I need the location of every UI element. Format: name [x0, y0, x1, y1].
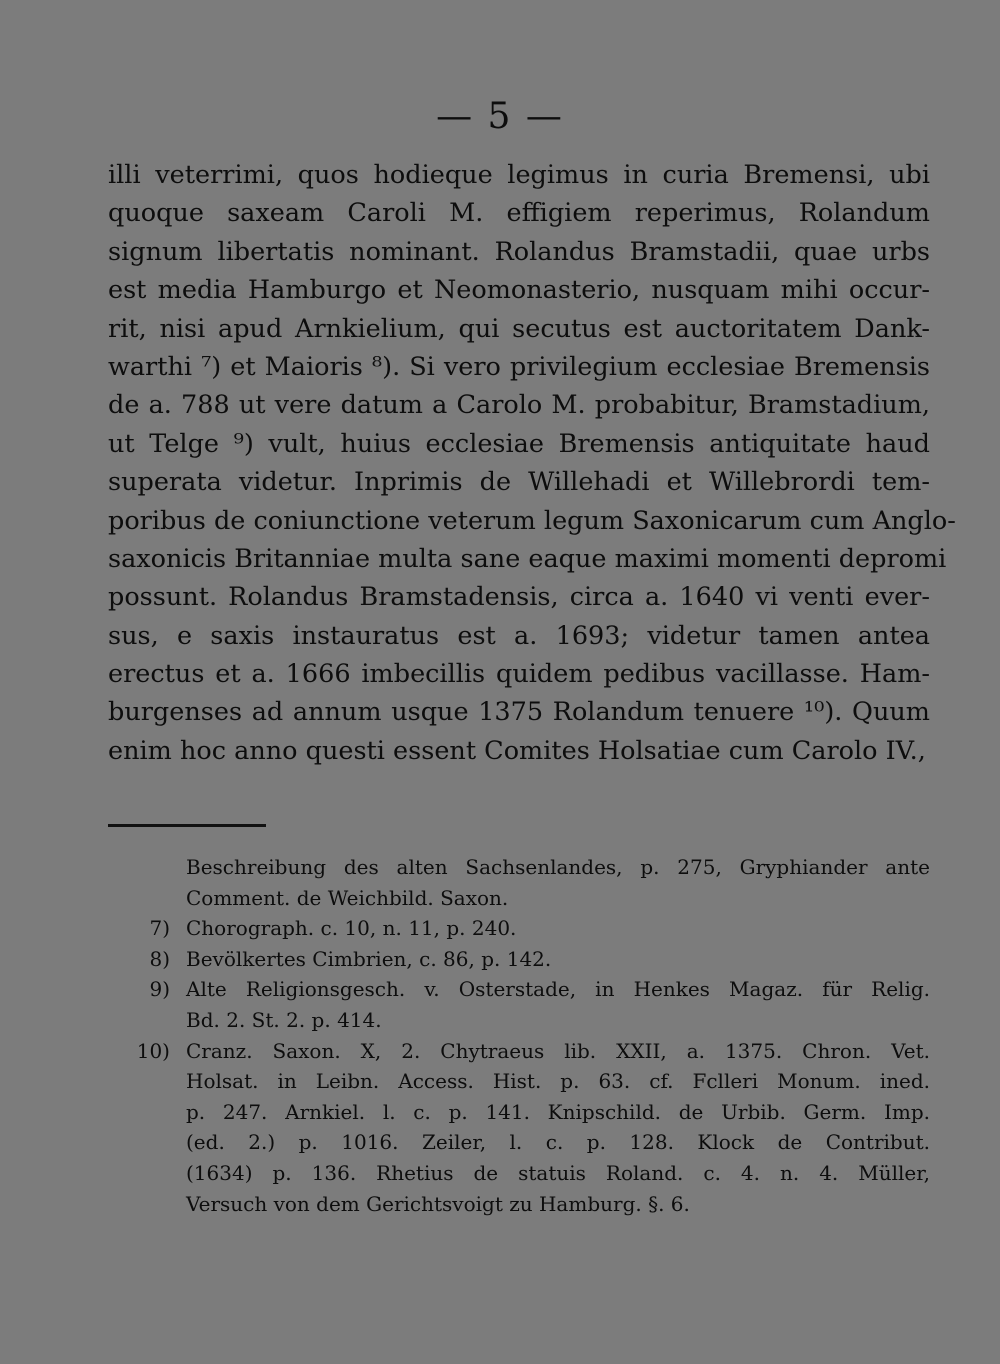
footnote-text: p. 247. Arnkiel. l. c. p. 141. Knipschild. de Urbib. Germ. Imp. — [186, 1099, 930, 1124]
footnote-line — [108, 974, 930, 1005]
footnote-line — [108, 852, 930, 883]
footnote-text: (1634) p. 136. Rhetius de statuis Roland. c. 4. n. 4. Müller, — [186, 1160, 930, 1185]
text-line: illi veterrimi, quos hodieque legimus in curia Bremensi, ubi — [108, 160, 930, 190]
text-line: signum libertatis nominant. Rolandus Bramstadii, quae urbs — [108, 236, 930, 267]
footnote-line — [108, 944, 930, 975]
footnote-line — [108, 1005, 930, 1036]
footnote-line — [108, 1097, 930, 1128]
footnote-number: 9) — [149, 977, 170, 1002]
text-line: warthi ⁷) et Maioris ⁸). Si vero privilegium ecclesiae Bremensis — [108, 351, 930, 382]
footnote-number: 10) — [136, 1038, 170, 1063]
footnote-text: Alte Religionsgesch. v. Osterstade, in Henkes Magaz. für Relig. — [186, 977, 930, 1002]
text-line: burgenses ad annum usque 1375 Rolandum tenuere ¹⁰). Quum — [108, 697, 930, 728]
text-line: quoque saxeam Caroli M. effigiem reperimus, Rolandum — [108, 198, 930, 229]
page-number: — 5 — — [436, 96, 564, 137]
footnote-text: Versuch von dem Gerichtsvoigt zu Hamburg. §. 6. — [186, 1191, 690, 1216]
footnote-line — [108, 1066, 930, 1097]
text-line: saxonicis Britanniae multa sane eaque maximi momenti depromi — [108, 543, 947, 574]
text-line: erectus et a. 1666 imbecillis quidem pedibus vacillasse. Ham- — [108, 659, 930, 690]
footnote-text: Bevölkertes Cimbrien, c. 86, p. 142. — [186, 946, 552, 971]
text-line: possunt. Rolandus Bramstadensis, circa a. 1640 vi venti ever- — [108, 582, 930, 613]
footnote-line — [108, 1189, 930, 1220]
text-line: ut Telge ⁹) vult, huius ecclesiae Bremensis antiquitate haud — [108, 428, 930, 459]
footnote-line — [108, 1036, 930, 1067]
footnote-text: (ed. 2.) p. 1016. Zeiler, l. c. p. 128. Klock de Contribut. — [186, 1130, 930, 1155]
footnote-text: Chorograph. c. 10, n. 11, p. 240. — [186, 916, 517, 941]
footnote-number: 7) — [149, 916, 170, 941]
footnote-line — [108, 1158, 930, 1189]
footnote-line — [108, 913, 930, 944]
footnote-text: Beschreibung des alten Sachsenlandes, p. 275, Gryphiander ante — [186, 855, 930, 879]
text-line: de a. 788 ut vere datum a Carolo M. probabitur, Bramstadium, — [108, 390, 930, 421]
text-line: superata videtur. Inprimis de Willehadi et Willebrordi tem- — [108, 467, 930, 498]
footnote-number: 8) — [149, 946, 170, 971]
text-line: enim hoc anno questi essent Comites Holsatiae cum Carolo IV., — [108, 735, 926, 766]
footnote-text: Cranz. Saxon. X, 2. Chytraeus lib. XXII, a. 1375. Chron. Vet. — [186, 1038, 930, 1063]
footnote-text: Holsat. in Leibn. Access. Hist. p. 63. cf. Fclleri Monum. ined. — [186, 1069, 930, 1094]
main-text — [108, 156, 956, 770]
text-line: est media Hamburgo et Neomonasterio, nusquam mihi occur- — [108, 275, 930, 306]
text-line: rit, nisi apud Arnkielium, qui secutus est auctoritatem Dank- — [108, 313, 930, 344]
footnote-separator — [108, 824, 266, 827]
footnote-line — [108, 1127, 930, 1158]
footnote-text: Bd. 2. St. 2. p. 414. — [186, 1007, 382, 1032]
text-line: poribus de coniunctione veterum legum Saxonicarum cum Anglo- — [108, 505, 956, 536]
footnote-text: Comment. de Weichbild. Saxon. — [186, 885, 509, 910]
footnote-line — [108, 883, 930, 914]
footnotes — [108, 852, 930, 1219]
text-line: sus, e saxis instauratus est a. 1693; videtur tamen antea — [108, 620, 930, 651]
